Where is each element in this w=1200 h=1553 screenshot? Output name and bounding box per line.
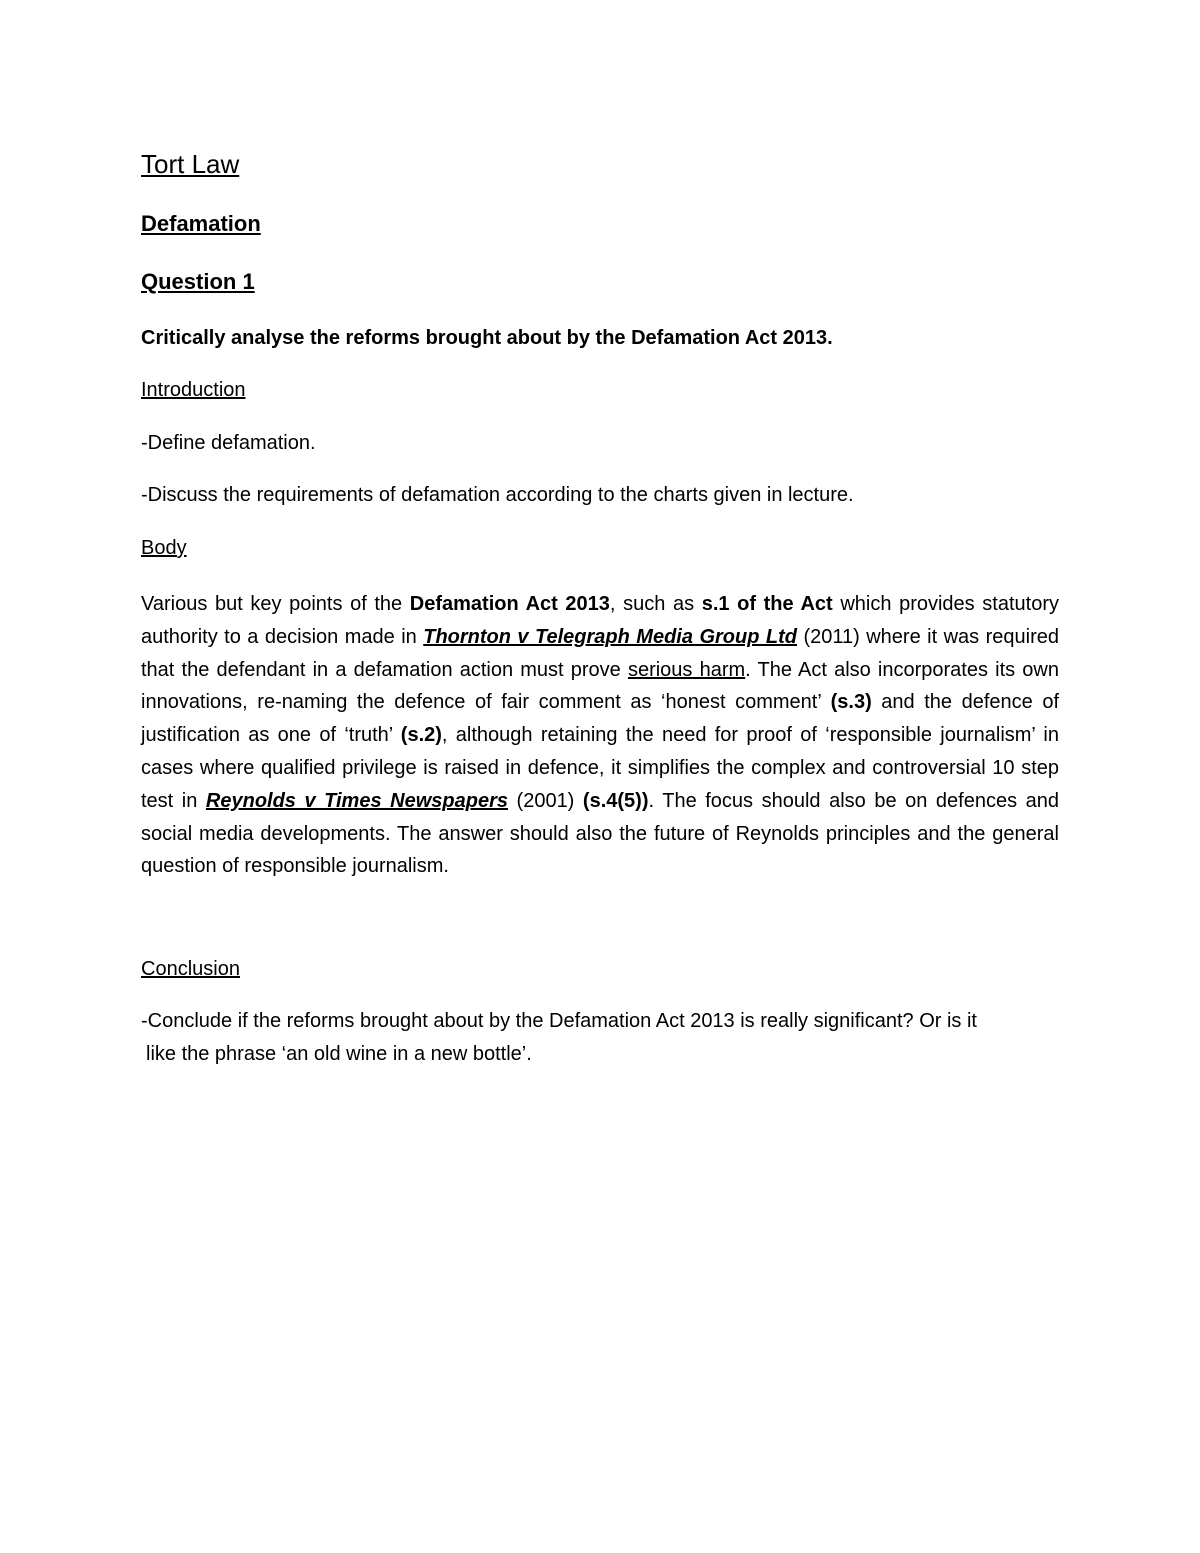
body-text: (2011) where it was required that the defendant in a defamation action must prove <box>141 625 1060 681</box>
body-text: , although retaining the need for proof of ‘responsible journalism’ in cases where qualified privilege is raised in defence, it simplifies the complex and controversial 10 step test in <box>141 724 1059 812</box>
body-text: . The focus should also be on defences and social media developments. The answer should also the future of Reynolds principles and the general question of responsible journalism. <box>141 789 1059 878</box>
act-reference: Defamation Act 2013 <box>409 593 610 615</box>
key-term: serious harm <box>627 658 746 681</box>
body-text: Various but key points of the <box>141 593 410 615</box>
introduction-point: -Define defamation. <box>141 432 316 454</box>
section-reference: (s.3) <box>830 691 872 714</box>
case-citation: Thornton v Telegraph Media Group Ltd <box>423 625 797 648</box>
case-citation: Reynolds v Times Newspapers <box>205 789 508 812</box>
conclusion-heading: Conclusion <box>141 958 240 980</box>
section-reference: s.1 of the Act <box>701 593 833 615</box>
body-heading: Body <box>141 537 187 559</box>
conclusion-text: -Conclude if the reforms brought about by the Defamation Act 2013 is really significant? Or is it <box>141 1010 977 1032</box>
introduction-heading: Introduction <box>141 379 246 401</box>
conclusion-text: like the phrase ‘an old wine in a new bottle’. <box>146 1043 532 1065</box>
body-text: , such as <box>609 593 702 615</box>
section-reference: (s.4(5)) <box>582 789 649 812</box>
body-paragraph <box>141 588 1059 883</box>
document-subtitle: Defamation <box>141 211 261 236</box>
body-text: which provides statutory authority to a decision made in <box>141 593 1059 648</box>
body-text: (2001) <box>507 789 583 812</box>
body-text: . The Act also incorporates its own innovations, re-naming the defence of fair comment as ‘honest comment’ <box>141 658 1059 714</box>
body-text: and the defence of justification as one of ‘truth’ <box>141 691 1060 747</box>
document-title: Tort Law <box>141 149 240 179</box>
question-text: Critically analyse the reforms brought about by the Defamation Act 2013. <box>141 327 833 349</box>
question-label: Question 1 <box>141 269 255 294</box>
introduction-point: -Discuss the requirements of defamation according to the charts given in lecture. <box>141 484 854 506</box>
section-reference: (s.2) <box>400 724 442 747</box>
